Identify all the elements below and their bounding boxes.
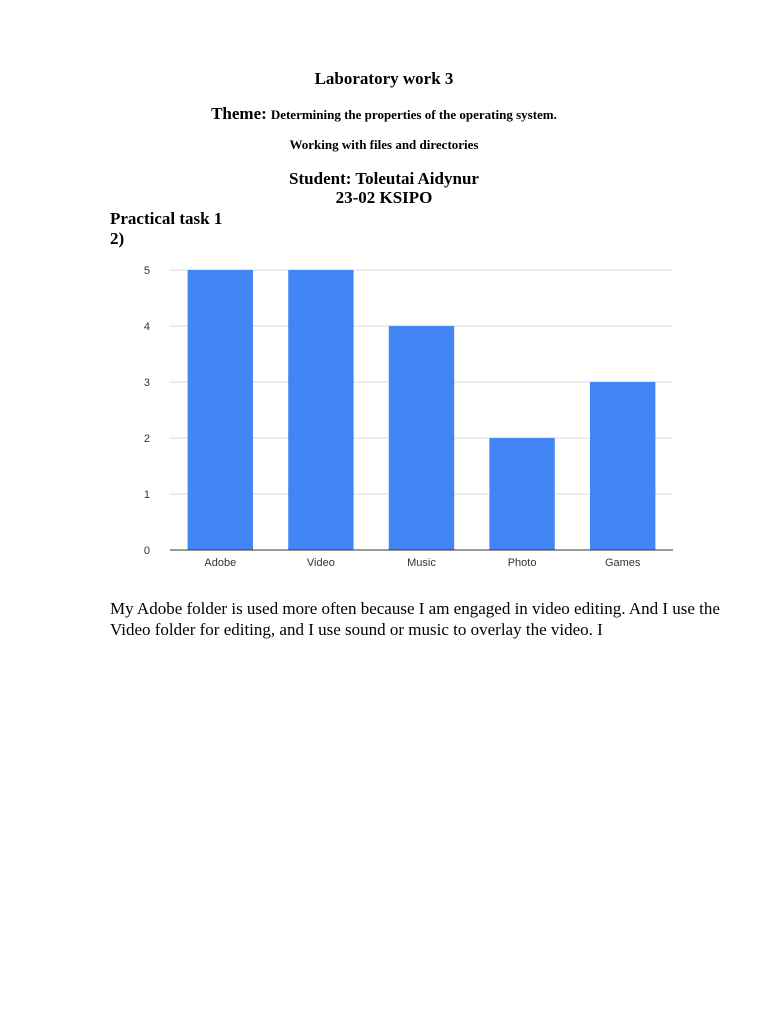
x-tick-label: Music bbox=[407, 557, 436, 569]
task-title: Practical task 1 bbox=[110, 209, 223, 228]
y-tick-label: 5 bbox=[143, 265, 150, 277]
document-title: Laboratory work 3 bbox=[314, 69, 454, 88]
student-name: Student: Toleutai Aidynur bbox=[289, 169, 479, 188]
body-paragraph: My Adobe folder is used more often because I am engaged in video editing. And I use the Video folder for editing, and I use sound or music to overlay the video. I bbox=[110, 599, 720, 639]
x-tick-label: Games bbox=[604, 557, 641, 569]
bar-chart bbox=[100, 255, 690, 575]
bar-video bbox=[288, 270, 353, 550]
theme-text: Determining the properties of the operating system. bbox=[270, 107, 557, 122]
bar-music bbox=[389, 326, 454, 550]
student-group: 23-02 KSIPO bbox=[335, 188, 433, 207]
document-subtitle: Working with files and directories bbox=[289, 137, 479, 152]
x-tick-label: Photo bbox=[507, 557, 537, 569]
bar-adobe bbox=[188, 270, 253, 550]
theme-line bbox=[0, 104, 768, 124]
y-tick-label: 3 bbox=[143, 377, 150, 389]
theme-label: Theme: bbox=[211, 104, 267, 123]
y-tick-label: 4 bbox=[143, 321, 150, 333]
x-tick-label: Adobe bbox=[204, 557, 237, 569]
y-tick-label: 0 bbox=[143, 545, 150, 557]
y-tick-label: 1 bbox=[143, 489, 150, 501]
bar-photo bbox=[489, 438, 554, 550]
task-number: 2) bbox=[110, 229, 125, 248]
x-tick-label: Video bbox=[306, 557, 335, 569]
bar-games bbox=[590, 382, 655, 550]
y-tick-label: 2 bbox=[143, 433, 150, 445]
